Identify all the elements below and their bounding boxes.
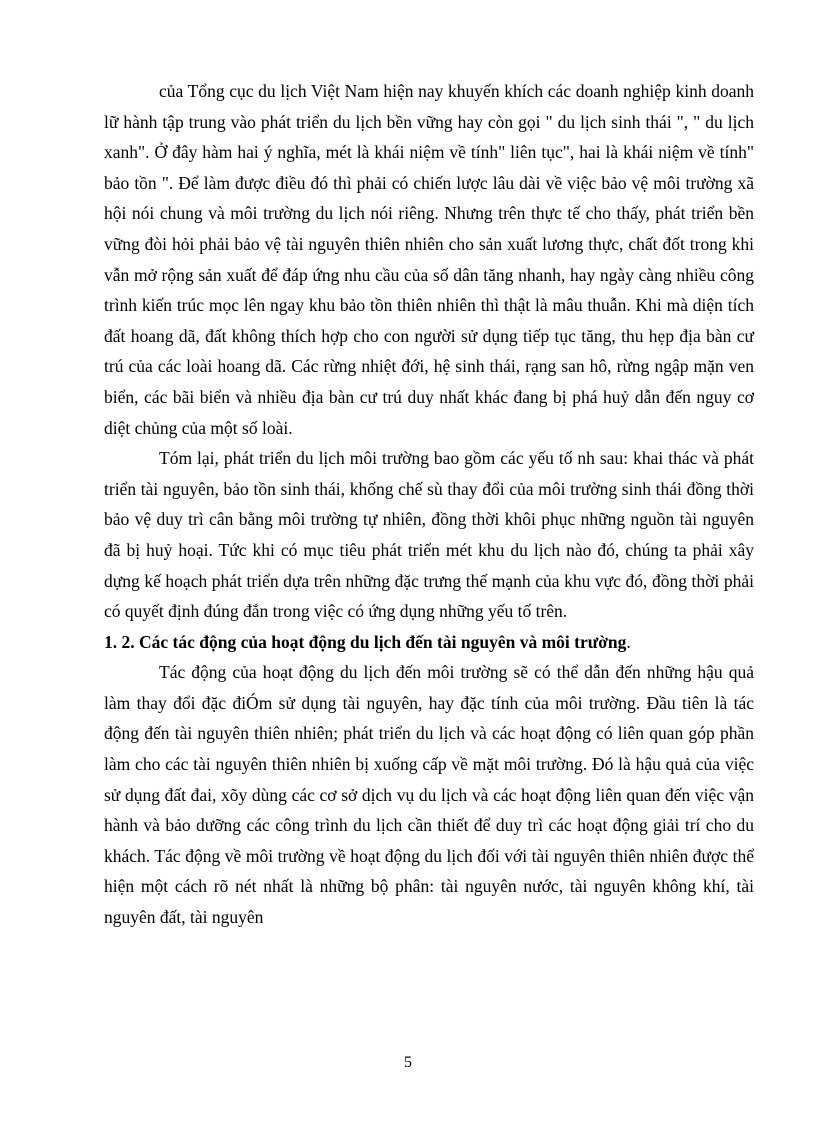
section-heading-text: 1. 2. Các tác động của hoạt động du lịch đến tài nguyên và môi trường xyxy=(104,631,627,652)
paragraph-sustainable-tourism: của Tổng cục du lịch Việt Nam hiện nay khuyến khích các doanh nghiệp kinh doanh lữ hành tập trung vào phát triển du lịch bền vững hay còn gọi " du lịch sinh thái ", " du lịch xanh". Ở đây hàm hai ý nghĩa, mét là khái niệm về tính" liên tục", hai là khái niệm về tính" bảo tồn ". Để làm được điều đó thì phải có chiến lược lâu dài về việc bảo vệ môi trường xã hội nói chung và môi trường du lịch nói riêng. Nhưng trên thực tế cho thấy, phát triển bền vững đòi hỏi phải bảo vệ tài nguyên thiên nhiên cho sản xuất lương thực, chất đốt trong khi vẫn mở rộng sản xuất để đáp ứng nhu cầu của số dân tăng nhanh, hay ngày càng nhiều công trình kiến trúc mọc lên ngay khu bảo tồn thiên nhiên thì thật là mâu thuẫn. Khi mà diện tích đất hoang dã, đất không thích hợp cho con người sử dụng tiếp tục tăng, thu hẹp địa bàn cư trú của các loài hoang dã. Các rừng nhiệt đới, hệ sinh thái, rạng san hô, rừng ngập mặn ven biển, các bãi biển và nhiều địa bàn cư trú duy nhất khác đang bị phá huỷ dẫn đến nguy cơ diệt chủng của một số loài. xyxy=(104,81,754,438)
document-page xyxy=(104,76,754,933)
section-heading xyxy=(104,627,754,658)
paragraph-summary: Tóm lại, phát triển du lịch môi trường bao gồm các yếu tố nh sau: khai thác và phát triển tài nguyên, bảo tồn sinh thái, khống chế sù thay đổi của môi trường sinh thái đồng thời bảo vệ duy trì cân bằng môi trường tự nhiên, đồng thời khôi phục những nguồn tài nguyên đã bị huỷ hoại. Tức khi có mục tiêu phát triển mét khu du lịch nào đó, chúng ta phải xây dựng kế hoạch phát triển dựa trên những đặc trưng thế mạnh của khu vực đó, đồng thời phải có quyết định đúng đắn trong việc có ứng dụng những yếu tố trên. xyxy=(104,448,754,622)
paragraph-impacts: Tác động của hoạt động du lịch đến môi trường sẽ có thể dẫn đến những hậu quả làm thay đổi đặc điÓm sử dụng tài nguyên, hay đặc tính của môi trường. Đầu tiên là tác động đến tài nguyên thiên nhiên; phát triển du lịch và các hoạt động có liên quan góp phần làm cho các tài nguyên thiên nhiên bị xuống cấp về mặt môi trường. Đó là hậu quả của việc sử dụng đất đai, xõy dùng các cơ sở dịch vụ du lịch và các hoạt động liên quan đến việc vận hành và bảo dưỡng các công trình du lịch cần thiết để duy trì các hoạt động giải trí cho du khách. Tác động về môi trường về hoạt động du lịch đối với tài nguyên thiên nhiên được thể hiện một cách rõ nét nhất là những bộ phân: tài nguyên nước, tài nguyên không khí, tài nguyên đất, tài nguyên xyxy=(104,662,754,928)
page-number: 5 xyxy=(404,1054,412,1071)
section-heading-period: . xyxy=(626,631,631,652)
